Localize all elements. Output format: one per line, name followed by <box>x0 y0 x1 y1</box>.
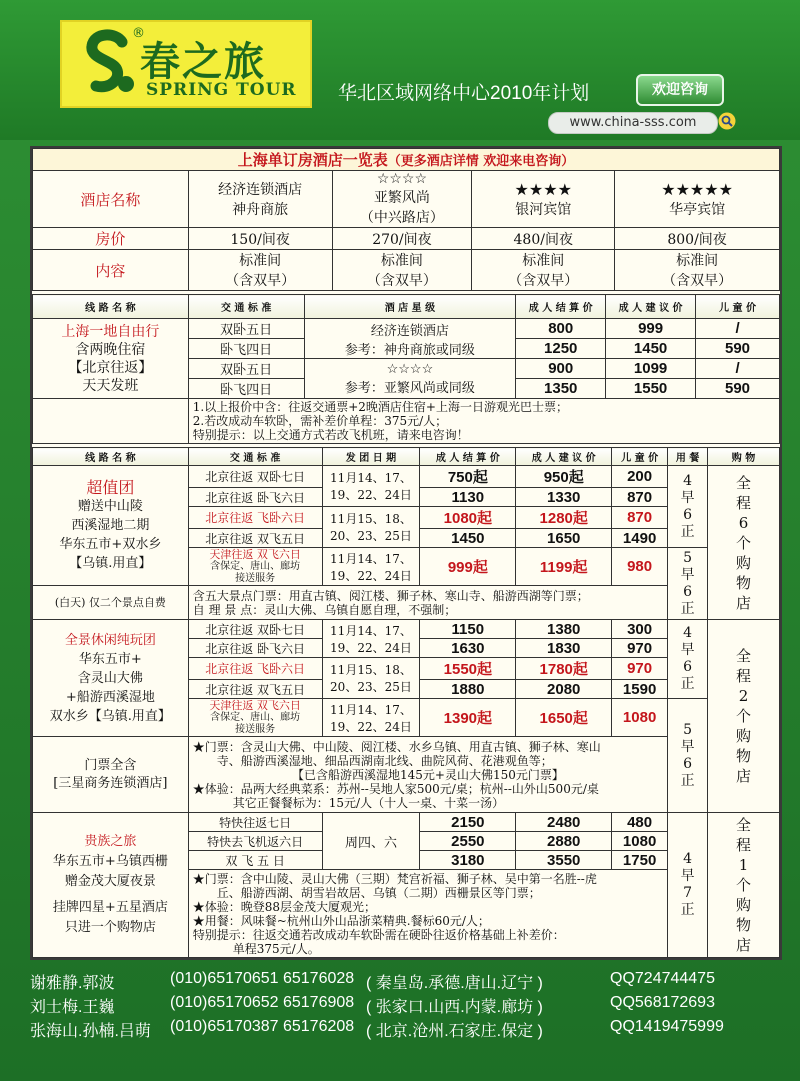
g2-meal-a: 4 早 6 正 <box>668 620 708 699</box>
group1-line3: 西溪湿地二期 <box>71 518 150 533</box>
g1-shop: 全 程 6 个 购 物 店 <box>708 466 780 620</box>
g2-row4-settle: 1880 <box>420 680 516 699</box>
hotel-title-main: 上海单订房酒店一览表 <box>237 151 388 169</box>
g2-row4-traffic: 北京往返 双飞五日 <box>188 680 322 699</box>
group1-title: 超值团 <box>86 478 135 497</box>
g1-meal-b: 5 早 6 正 <box>668 548 708 620</box>
r1-header-hotel: 酒 店 星 级 <box>304 295 516 319</box>
g2-row3-traffic: 北京往返 飞卧六日 <box>188 658 322 680</box>
page-title: 华北区域网络中心2010年计划 <box>338 83 590 104</box>
hotel-4-price: 800/间夜 <box>615 228 780 250</box>
g3-row3-traffic: 双 飞 五 日 <box>188 851 322 870</box>
g3-dates: 周四、六 <box>322 813 420 870</box>
g2-date-b1: 11月15、18、 <box>330 663 412 677</box>
g2-row5-settle: 1390起 <box>420 699 516 737</box>
hotel-2-line1: ☆☆☆☆ <box>376 171 428 187</box>
search-icon[interactable] <box>718 112 736 130</box>
group1-line5: 【乌镇.用直】 <box>69 556 152 571</box>
g1-row3-child: 870 <box>612 507 668 529</box>
r1-row3-suggest: 1099 <box>606 359 696 379</box>
g2-row2-traffic: 北京往返 卧飞六日 <box>188 639 322 658</box>
logo-s-icon <box>76 28 140 100</box>
hotel-table-title <box>33 149 780 171</box>
group2-note5: 其它正餐餐标为：15元/人（十人一桌、十菜一汤） <box>232 795 505 810</box>
hotel-table <box>32 148 780 291</box>
r1-row1-child: / <box>696 319 780 339</box>
group1-note2: 自 理 景 点：灵山大佛、乌镇自愿自理，不强制； <box>192 602 457 617</box>
hotel-content-label: 内容 <box>33 250 189 291</box>
route1-title: 上海一地自由行 <box>61 323 160 340</box>
g3-shop: 全 程 1 个 购 物 店 <box>708 813 780 958</box>
r1-row1-traffic: 双卧五日 <box>188 319 304 339</box>
contact-qq[interactable]: QQ1419475999 <box>610 1018 724 1035</box>
contact-phone[interactable]: (010)65170652 65176908 <box>170 994 355 1011</box>
g2-row2-suggest: 1830 <box>516 639 612 658</box>
g1-row1-suggest: 950起 <box>516 466 612 488</box>
g-header-name: 线 路 名 称 <box>33 448 189 466</box>
g2-date-c1: 11月14、17、 <box>330 702 412 717</box>
r1-header-name: 线 路 名 称 <box>33 295 189 319</box>
g3-row1-suggest: 2480 <box>516 813 612 832</box>
footer-contacts <box>0 964 800 1081</box>
g1-dates-c <box>322 548 420 586</box>
group3-line5: 只进一个购物店 <box>64 920 156 935</box>
group1-notes <box>188 586 667 620</box>
route1-name <box>33 319 189 399</box>
g2-dates-c <box>322 699 420 737</box>
route1-line3: 【北京往返】 <box>68 359 153 376</box>
g-header-traffic: 交 通 标 准 <box>188 448 322 466</box>
g1-row5-child: 980 <box>612 548 668 586</box>
route1-note3: 特别提示：以上交通方式若改飞机班，请来电咨询！ <box>192 428 469 442</box>
hotel-3-content <box>472 250 615 291</box>
g2-dates-b <box>322 658 420 699</box>
g1-row2-traffic: 北京往返 卧飞六日 <box>188 488 322 507</box>
logo-registered: ® <box>132 26 145 41</box>
r1-row4-settle: 1350 <box>516 379 606 399</box>
group2-name <box>33 620 189 737</box>
group3-note2: 丘、船游西湖、胡雪岩故居、乌镇（二期）西栅景区等门票； <box>216 885 541 900</box>
hotel-4-line1: ★★★★★ <box>661 179 733 199</box>
g2-date-b2: 20、23、25日 <box>330 680 412 694</box>
hotel-4-room: 标准间 <box>676 253 719 269</box>
r1-row1-settle: 800 <box>516 319 606 339</box>
g1-row5-traffic-sub: 含保定、唐山、廊坊 <box>210 560 301 572</box>
r1-hotel-group1-b: 参考：神舟商旅或同级 <box>344 342 475 358</box>
r1-hotel-group1 <box>304 319 516 359</box>
g-header-child: 儿 童 价 <box>612 448 668 466</box>
g2-row2-child: 970 <box>612 639 668 658</box>
g2-date-c2: 19、22、24日 <box>330 719 412 734</box>
r1-row4-child: 590 <box>696 379 780 399</box>
g1-row4-traffic: 北京往返 双飞五日 <box>188 529 322 548</box>
hotel-title-sub: （更多酒店详情 欢迎来电咨询） <box>387 154 575 169</box>
g1-row4-suggest: 1650 <box>516 529 612 548</box>
g2-date-a1: 11月14、17、 <box>330 623 412 638</box>
group3-note6: 单程375元/人。 <box>232 941 320 956</box>
g-header-suggest: 成 人 建 议 价 <box>516 448 612 466</box>
r1-row2-settle: 1250 <box>516 339 606 359</box>
g2-meal-b: 5 早 6 正 <box>668 699 708 813</box>
g1-dates-b <box>322 507 420 548</box>
r1-hotel-group1-a: 经济连锁酒店 <box>370 323 449 339</box>
g-header-date: 发 团 日 期 <box>322 448 420 466</box>
hotel-name-label: 酒店名称 <box>33 171 189 228</box>
hotel-2 <box>332 171 472 228</box>
hotel-2-breakfast: （含双早） <box>366 273 437 289</box>
g-header-settle: 成 人 结 算 价 <box>420 448 516 466</box>
g2-row4-child: 1590 <box>612 680 668 699</box>
group2-line7: [三星商务连锁酒店] <box>53 775 168 791</box>
contact-name: 刘士梅.王巍 <box>30 999 115 1016</box>
contact-qq[interactable]: QQ724744475 <box>610 970 715 987</box>
hotel-4 <box>615 171 780 228</box>
group2-note3: 【已含船游西溪湿地145元+灵山大佛150元门票】 <box>291 767 564 782</box>
group3-line4: 挂牌四星+五星酒店 <box>52 900 168 915</box>
g1-date-c1: 11月14、17、 <box>330 551 412 566</box>
logo-english: SPRING TOUR <box>146 80 297 100</box>
hotel-4-content <box>615 250 780 291</box>
header <box>0 0 800 140</box>
logo-chinese: 春之旅 <box>140 38 266 85</box>
g1-row4-child: 1490 <box>612 529 668 548</box>
hotel-3-price: 480/间夜 <box>472 228 615 250</box>
group2-note4: ★体验：品两大经典菜系：苏州--吴地人家500元/桌；杭州--山外山500元/桌 <box>192 781 599 796</box>
r1-row3-traffic: 双卧五日 <box>188 359 304 379</box>
hotel-price-label: 房价 <box>33 228 189 250</box>
route1-table <box>32 294 780 444</box>
g2-date-a2: 19、22、24日 <box>330 640 412 655</box>
group1-line2: 赠送中山陵 <box>77 499 143 514</box>
g2-row1-suggest: 1380 <box>516 620 612 639</box>
hotel-1-room: 标准间 <box>239 253 282 269</box>
g1-row3-traffic: 北京往返 飞卧六日 <box>188 507 322 529</box>
g2-row5-traffic-main: 天津往返 双飞六日 <box>209 698 301 712</box>
group3-line2: 华东五市+乌镇西栅 <box>52 854 168 869</box>
contact-name: 谢雅静.郭波 <box>30 975 115 992</box>
route1-line4: 天天发班 <box>82 377 139 394</box>
group3-notes <box>188 870 667 958</box>
logo <box>60 20 312 108</box>
group2-notes <box>188 737 667 813</box>
hotel-1-line1: 经济连锁酒店 <box>218 182 303 198</box>
g1-row4-settle: 1450 <box>420 529 516 548</box>
group2-extra <box>33 737 189 813</box>
group2-note1: ★门票：含灵山大佛、中山陵、阅江楼、水乡乌镇、用直古镇、狮子林、寒山 <box>192 739 601 754</box>
g2-shop: 全 程 2 个 购 物 店 <box>708 620 780 813</box>
g3-meal: 4 早 7 正 <box>668 813 708 958</box>
g1-row5-settle: 999起 <box>420 548 516 586</box>
g2-row1-traffic: 北京往返 双卧七日 <box>188 620 322 639</box>
group1-line6: (白天) 仅二个景点自费 <box>33 586 189 620</box>
g2-row5-traffic-sub: 含保定、唐山、廊坊 <box>210 711 301 723</box>
group2-line3: 含灵山大佛 <box>77 670 143 686</box>
group3-note3: ★体验：晚登88层金茂大厦观光； <box>192 899 377 914</box>
group3-note1: ★门票：含中山陵、灵山大佛（三期）梵宫祈福、狮子林、吴中第一名胜--虎 <box>192 871 597 886</box>
group1-name <box>33 466 189 586</box>
group2-line5: 双水乡【乌镇.用直】 <box>49 708 171 724</box>
g1-row5-traffic-main: 天津往返 双飞六日 <box>209 547 301 561</box>
g1-row2-child: 870 <box>612 488 668 507</box>
g1-row3-suggest: 1280起 <box>516 507 612 529</box>
g-header-meal: 用 餐 <box>668 448 708 466</box>
g1-row5-suggest: 1199起 <box>516 548 612 586</box>
r1-hotel-group2 <box>304 359 516 399</box>
hotel-1 <box>188 171 332 228</box>
g3-row3-suggest: 3550 <box>516 851 612 870</box>
r1-hotel-group2-a: ☆☆☆☆ <box>386 361 434 377</box>
r1-row4-traffic: 卧飞四日 <box>188 379 304 399</box>
hotel-2-price: 270/间夜 <box>332 228 472 250</box>
r1-row2-traffic: 卧飞四日 <box>188 339 304 359</box>
g1-row2-settle: 1130 <box>420 488 516 507</box>
g2-row3-settle: 1550起 <box>420 658 516 680</box>
g1-row1-settle: 750起 <box>420 466 516 488</box>
contact-region: ( 秦皇岛.承德.唐山.辽宁 ) <box>366 975 543 992</box>
g2-row2-settle: 1630 <box>420 639 516 658</box>
hotel-3-line2: 银河宾馆 <box>515 201 572 218</box>
hotel-3-room: 标准间 <box>522 253 565 269</box>
g3-row1-settle: 2150 <box>420 813 516 832</box>
g1-row5-traffic <box>188 548 322 586</box>
g3-row2-traffic: 特快去飞机返六日 <box>188 832 322 851</box>
g3-row2-child: 1080 <box>612 832 668 851</box>
website-url[interactable]: www.china-sss.com <box>548 112 718 134</box>
hotel-3 <box>472 171 615 228</box>
hotel-1-price: 150/间夜 <box>188 228 332 250</box>
hotel-2-content <box>332 250 472 291</box>
r1-header-settle: 成 人 结 算 价 <box>516 295 606 319</box>
g1-row1-child: 200 <box>612 466 668 488</box>
g2-row3-child: 970 <box>612 658 668 680</box>
group2-line6: 门票全含 <box>84 757 137 773</box>
hotel-2-line2: 亚繁风尚 <box>373 190 430 206</box>
hotel-3-line1: ★★★★ <box>514 179 572 199</box>
r1-row4-suggest: 1550 <box>606 379 696 399</box>
g2-row5-traffic-sub2: 接送服务 <box>235 723 276 735</box>
route1-note2: 2.若改成动车软卧，需补差价单程：375元/人； <box>192 414 448 428</box>
group1-line4: 华东五市+双水乡 <box>59 537 162 552</box>
route1-note1: 1.以上报价中含：往返交通票+2晚酒店住宿+上海一日游观光巴士票； <box>192 400 568 414</box>
r1-row1-suggest: 999 <box>606 319 696 339</box>
g2-row4-suggest: 2080 <box>516 680 612 699</box>
content-panel <box>30 146 782 960</box>
r1-header-child: 儿 童 价 <box>696 295 780 319</box>
contact-name: 张海山.孙楠.吕萌 <box>30 1023 151 1040</box>
r1-row2-child: 590 <box>696 339 780 359</box>
hotel-4-line2: 华亭宾馆 <box>669 201 726 218</box>
hotel-1-line2: 神舟商旅 <box>232 202 289 218</box>
group2-line4: +船游西溪湿地 <box>65 689 155 705</box>
group2-note2: 寺、船游西溪湿地、细品西湖南北线、曲院风荷、花港观鱼等； <box>216 753 553 768</box>
g3-row2-settle: 2550 <box>420 832 516 851</box>
contact-qq[interactable]: QQ568172693 <box>610 994 715 1011</box>
g1-date-a2: 19、22、24日 <box>330 488 412 502</box>
g1-date-b2: 20、23、25日 <box>330 529 412 543</box>
g2-row5-traffic <box>188 699 322 737</box>
r1-row2-suggest: 1450 <box>606 339 696 359</box>
r1-row3-child: / <box>696 359 780 379</box>
hotel-1-breakfast: （含双早） <box>225 273 296 289</box>
contact-phone[interactable]: (010)65170387 65176208 <box>170 1018 355 1035</box>
g1-meal-a: 4 早 6 正 <box>668 466 708 548</box>
g1-dates-a <box>322 466 420 507</box>
hotel-1-content <box>188 250 332 291</box>
route1-line2: 含两晚住宿 <box>75 341 146 358</box>
g-header-shop: 购 物 <box>708 448 780 466</box>
r1-header-suggest: 成 人 建 议 价 <box>606 295 696 319</box>
g3-row3-settle: 3180 <box>420 851 516 870</box>
contact-region: ( 北京.沧州.石家庄.保定 ) <box>366 1023 543 1040</box>
group2-line2: 华东五市+ <box>78 651 142 667</box>
group1-note1: 含五大景点门票：用直古镇、阅江楼、狮子林、寒山寺、船游西湖等门票； <box>192 588 589 603</box>
contact-phone[interactable]: (010)65170651 65176028 <box>170 970 355 987</box>
g1-row3-settle: 1080起 <box>420 507 516 529</box>
route1-notes <box>188 399 779 444</box>
hotel-2-line3: （中兴路店） <box>359 210 444 226</box>
r1-row3-settle: 900 <box>516 359 606 379</box>
g3-row1-child: 480 <box>612 813 668 832</box>
g2-dates-a <box>322 620 420 658</box>
group2-title: 全景休闲纯玩团 <box>64 632 156 648</box>
group3-name <box>33 813 189 958</box>
g2-row3-suggest: 1780起 <box>516 658 612 680</box>
g1-date-b1: 11月15、18、 <box>330 512 412 526</box>
g3-row3-child: 1750 <box>612 851 668 870</box>
group3-note5: 特别提示：往返交通若改成动车软卧需在硬卧往返价格基础上补差价： <box>192 927 565 942</box>
g1-row1-traffic: 北京往返 双卧七日 <box>188 466 322 488</box>
hotel-3-breakfast: （含双早） <box>508 273 579 289</box>
contact-region: ( 张家口.山西.内蒙.廊坊 ) <box>366 999 543 1016</box>
g2-row5-child: 1080 <box>612 699 668 737</box>
hotel-2-room: 标准间 <box>380 253 423 269</box>
g2-row5-suggest: 1650起 <box>516 699 612 737</box>
g1-row2-suggest: 1330 <box>516 488 612 507</box>
group3-note4: ★用餐：风味餐~杭州山外山品浙菜精典.餐标60元/人； <box>192 913 490 928</box>
g3-row2-suggest: 2880 <box>516 832 612 851</box>
consult-button[interactable]: 欢迎咨询 <box>636 74 724 106</box>
r1-hotel-group2-b: 参考：亚繁风尚或同级 <box>344 380 475 396</box>
g1-date-c2: 19、22、24日 <box>330 568 412 583</box>
g1-row5-traffic-sub2: 接送服务 <box>235 572 276 584</box>
g1-date-a1: 11月14、17、 <box>330 471 412 485</box>
g2-row1-child: 300 <box>612 620 668 639</box>
group3-line3: 赠金茂大厦夜景 <box>64 874 156 889</box>
g2-row1-settle: 1150 <box>420 620 516 639</box>
group3-title: 贵族之旅 <box>84 834 137 849</box>
hotel-4-breakfast: （含双早） <box>662 273 733 289</box>
r1-header-traffic: 交 通 标 准 <box>188 295 304 319</box>
g3-row1-traffic: 特快往返七日 <box>188 813 322 832</box>
groups-table <box>32 447 780 958</box>
